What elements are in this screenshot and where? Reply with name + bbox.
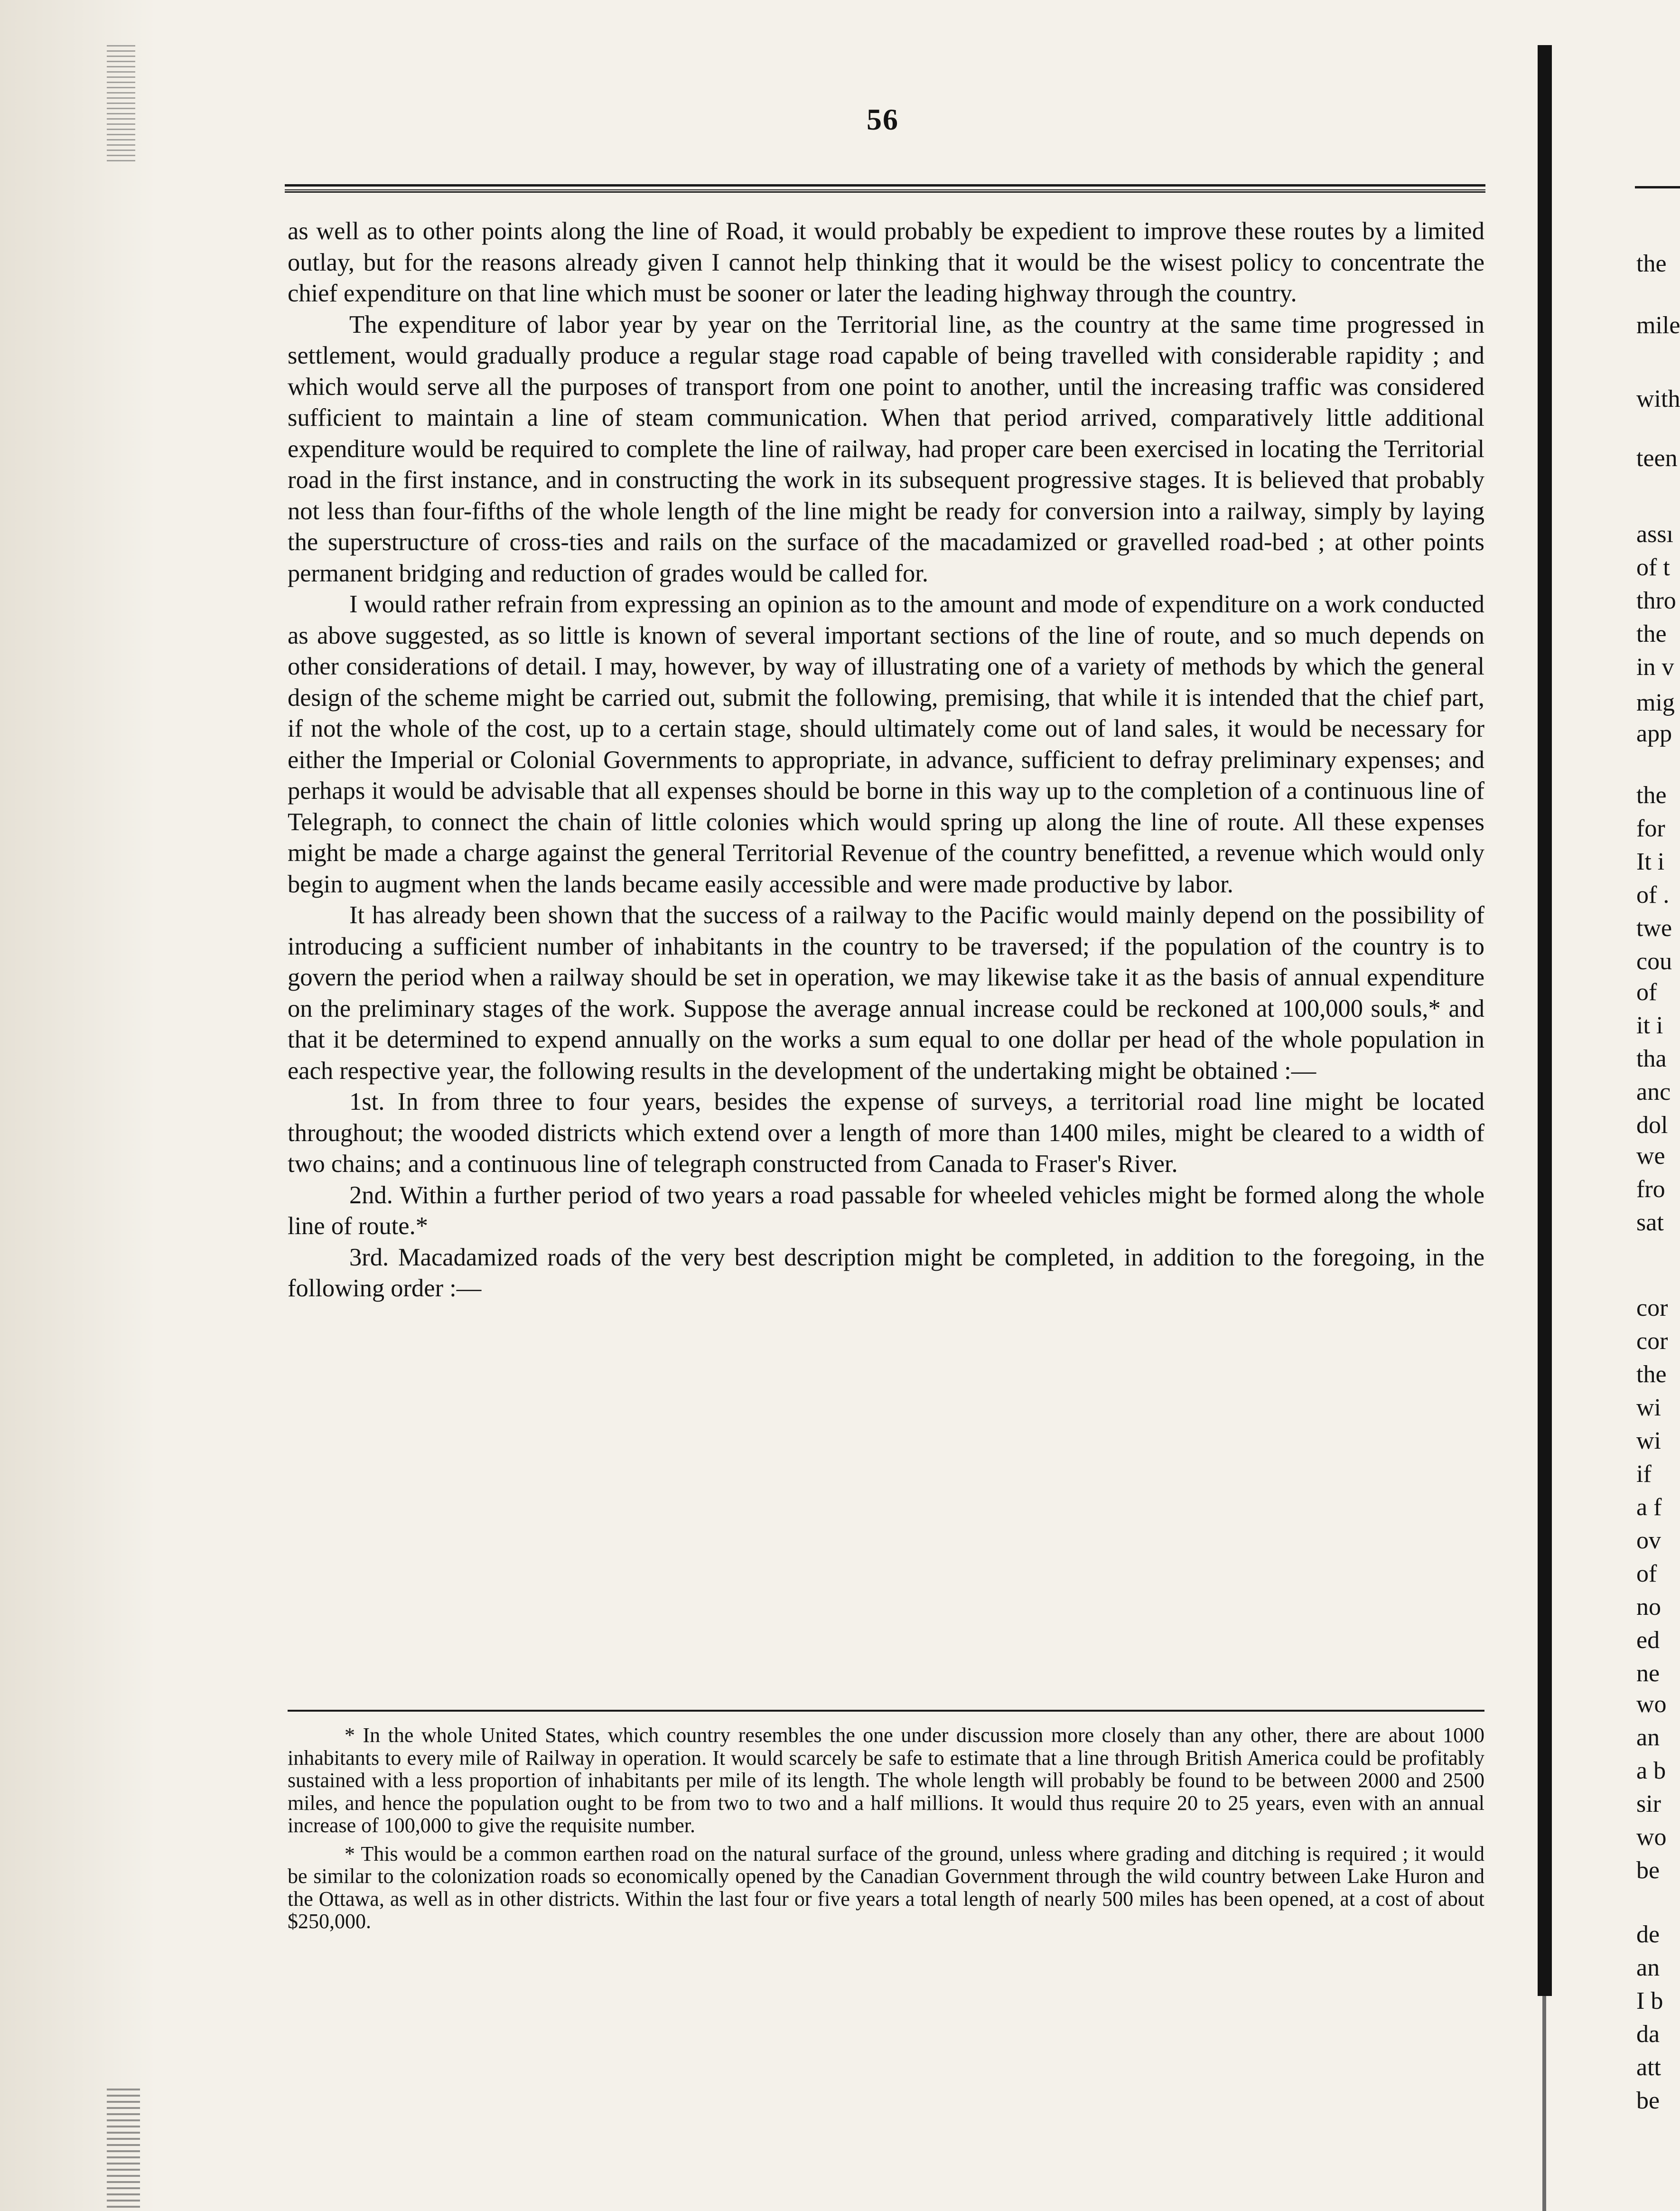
- paragraph: as well as to other points along the line of Road, it would probably be expedient to improve these routes by a limited outlay, but for the reasons already given I cannot help thinking that it would be the wisest policy to concentrate the chief expenditure on that line which must be sooner or later the leading highway through the country.: [288, 217, 1484, 307]
- footnote: * In the whole United States, which country resembles the one under discussion more closely than any other, there are about 1000 inhabitants to every mile of Railway in operation. It would scarcely be safe to estimate that a line through British America could be profitably sustained with a less proportion of inhabitants per mile of its length. The whole length will probably be found to be between 2000 and 2500 miles, and hence the population ought to be from two to two and a half millions. It would thus require 20 to 25 years, even with an annual increase of 100,000 to give the requisite number.: [288, 1724, 1484, 1837]
- adjacent-page-fragment: tha: [1636, 1045, 1667, 1072]
- paragraph: The expenditure of labor year by year on the Territorial line, as the country at the same time progressed in settlement, would gradually produce a regular stage road capable of being travelled with considerable rapidity ; and which would serve all the purposes of transport from one point to another, until the increasing traffic was considered sufficient to maintain a line of steam communication. When that period arrived, comparatively little additional expenditure would be required to complete the line of railway, had proper care been exercised in locating the Territorial road in the first instance, and in constructing the work in its subsequent progressive stages. It is believed that probably not less than four-fifths of the whole length of the line might be ready for conversion into a railway, simply by laying the superstructure of cross-ties and rails on the surface of the macadamized or gravelled road-bed ; at other points permanent bridging and reduction of grades would be called for.: [288, 310, 1484, 587]
- adjacent-page-fragment: a f: [1636, 1494, 1662, 1521]
- adjacent-page-fragment: de: [1636, 1921, 1660, 1948]
- footnote-rule: [288, 1710, 1484, 1712]
- adjacent-page-fragment: of .: [1636, 881, 1670, 909]
- adjacent-page-fragment: assı: [1636, 521, 1673, 548]
- footnotes: [288, 1724, 1484, 1933]
- binding-marks-bottom: [107, 2089, 140, 2211]
- adjacent-page-fragment: wi: [1636, 1427, 1661, 1454]
- adjacent-page-fragment: a b: [1636, 1757, 1666, 1784]
- adjacent-page-fragment: sir: [1636, 1790, 1661, 1818]
- adjacent-page-fragment: It i: [1636, 848, 1665, 875]
- adjacent-page-fragments: [1636, 0, 1680, 2211]
- scan-gutter: [0, 0, 157, 2211]
- adjacent-page-fragment: cou: [1636, 948, 1672, 975]
- adjacent-page-fragment: app: [1636, 720, 1672, 747]
- adjacent-page-fragment: dol: [1636, 1112, 1668, 1139]
- page-number: 56: [867, 103, 899, 136]
- adjacent-page-fragment: an: [1636, 1954, 1660, 1981]
- adjacent-page-fragment: thro: [1636, 587, 1676, 614]
- page-edge-divider: [1538, 45, 1552, 1996]
- paragraph: 2nd. Within a further period of two years a road passable for wheeled vehicles might be formed along the whole line of route.*: [288, 1181, 1484, 1240]
- adjacent-page-fragment: ov: [1636, 1527, 1661, 1554]
- adjacent-page-fragment: with: [1636, 385, 1680, 412]
- adjacent-page-fragment: da: [1636, 2021, 1660, 2048]
- binding-marks-top: [107, 45, 135, 164]
- adjacent-page-fragment: I b: [1636, 1987, 1663, 2014]
- adjacent-page-fragment: of: [1636, 979, 1657, 1006]
- adjacent-page-fragment: mile: [1636, 312, 1680, 339]
- adjacent-page-fragment: no: [1636, 1593, 1661, 1621]
- adjacent-page-fragment: the: [1636, 620, 1667, 647]
- adjacent-page-fragment: the: [1636, 782, 1667, 809]
- adjacent-page-fragment: an: [1636, 1724, 1660, 1751]
- adjacent-page-fragment: be: [1636, 1857, 1660, 1884]
- adjacent-page-fragment: cor: [1636, 1328, 1668, 1355]
- adjacent-page-fragment: sat: [1636, 1209, 1664, 1236]
- adjacent-page-fragment: wi: [1636, 1394, 1661, 1421]
- adjacent-page-fragment: teen: [1636, 445, 1678, 472]
- adjacent-page-fragment: mig: [1636, 689, 1675, 716]
- paragraph: 3rd. Macadamized roads of the very best description might be completed, in addition to the foregoing, in the following order :—: [288, 1243, 1484, 1302]
- adjacent-page-fragment: fro: [1636, 1176, 1665, 1203]
- adjacent-page-fragment: att: [1636, 2054, 1661, 2081]
- adjacent-page-fragment: if: [1636, 1461, 1652, 1488]
- adjacent-page-fragment: be: [1636, 2087, 1660, 2114]
- paragraph: 1st. In from three to four years, besides the expense of surveys, a territorial road line might be located throughout; the wooded districts which extend over a length of more than 1400 miles, might be cleared to a width of two chains; and a continuous line of telegraph constructed from Canada to Fraser's River.: [288, 1088, 1484, 1178]
- paragraph: It has already been shown that the success of a railway to the Pacific would mainly depend on the possibility of introducing a sufficient number of inhabitants in the country to be traversed; if the population of the country is to govern the period when a railway should be set in operation, we may likewise take it as the basis of annual expenditure on the preliminary stages of the work. Suppose the average annual increase could be reckoned at 100,000 souls,* and that it be determined to expend annually on the works a sum equal to one dollar per head of the whole population in each respective year, the following results in the development of the undertaking might be obtained :—: [288, 901, 1484, 1085]
- adjacent-page-fragment: we: [1636, 1143, 1665, 1170]
- adjacent-page-fragment: in v: [1636, 654, 1674, 681]
- footnote: * This would be a common earthen road on the natural surface of the ground, unless where grading and ditching is required ; it would be similar to the colonization roads so economically opened by the Canadian Government through the wild country between Lake Huron and the Ottawa, as well as in other districts. Within the last four or five years a total length of nearly 500 miles has been opened, at a cost of about $250,000.: [288, 1842, 1484, 1933]
- adjacent-page-fragment: of: [1636, 1560, 1657, 1587]
- adjacent-page-fragment: wo: [1636, 1824, 1667, 1851]
- page-edge-divider-tail: [1542, 1996, 1546, 2211]
- adjacent-page-fragment: ed: [1636, 1627, 1660, 1654]
- adjacent-page-fragment: the: [1636, 1361, 1667, 1388]
- adjacent-page-fragment: of t: [1636, 554, 1670, 581]
- body-text: [288, 216, 1484, 1304]
- adjacent-page-fragment: the: [1636, 250, 1667, 277]
- paragraph: I would rather refrain from expressing an opinion as to the amount and mode of expenditure on a work conducted as above suggested, as so little is known of several important sections of the line of route, and so much depends on other considerations of detail. I may, however, by way of illustrating one of a variety of methods by which the general design of the scheme might be carried out, submit the following, premising, that while it is intended that the chief part, if not the whole of the cost, up to a certain stage, should ultimately come out of land sales, it would be necessary for either the Imperial or Colonial Governments to appropriate, in advance, sufficient to defray preliminary expenses; and perhaps it would be advisable that all expenses should be borne in this way up to the completion of a continuous line of Telegraph, to connect the chain of little colonies which would spring up along the line of route. All these expenses might be made a charge against the general Territorial Revenue of the country benefitted, a revenue which would only begin to augment when the lands became easily accessible and were made productive by labor.: [288, 590, 1484, 898]
- adjacent-page-fragment: ne: [1636, 1660, 1660, 1687]
- header-rule-thin: [285, 191, 1485, 193]
- header-rule: [285, 184, 1485, 190]
- adjacent-page-fragment: for: [1636, 815, 1665, 842]
- adjacent-page-fragment: cor: [1636, 1294, 1668, 1321]
- adjacent-page-fragment: wo: [1636, 1691, 1667, 1718]
- adjacent-page-fragment: it i: [1636, 1012, 1663, 1039]
- adjacent-page-fragment: anc: [1636, 1078, 1671, 1106]
- adjacent-page-fragment: twe: [1636, 915, 1672, 942]
